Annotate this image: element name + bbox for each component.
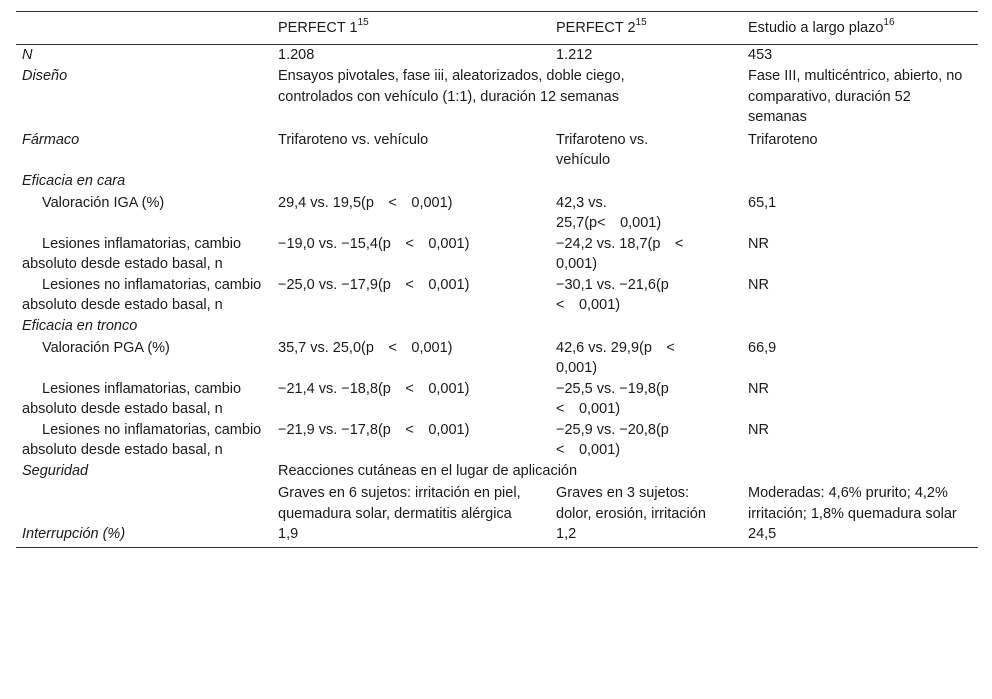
row-label: Lesiones inflamatorias, cambio absoluto desde estado basal, n xyxy=(22,235,242,272)
section-label: Eficacia en cara xyxy=(22,172,126,189)
comparison-table xyxy=(16,11,978,548)
cell: Trifaroteno xyxy=(748,131,818,148)
row-diseno xyxy=(16,66,978,130)
row-iga xyxy=(16,193,978,234)
header-perfect1: PERFECT $1^{15}$ xyxy=(272,12,550,45)
cell: Graves en 3 sujetos: dolor, erosión, irritación xyxy=(556,485,706,522)
cell: 1.212 xyxy=(556,46,593,63)
cell: Fase III, multicéntrico, abierto, no comparativo, duración 52 semanas xyxy=(748,68,963,125)
cell: NR xyxy=(748,380,769,397)
row-pga xyxy=(16,338,978,379)
cell: Moderadas: 4,6% prurito; 4,2% irritación; 1,8% quemadura solar xyxy=(748,485,957,522)
row-tronco-noinfl xyxy=(16,420,978,461)
cell: 29,4 vs. 19,5(p < 0,001) xyxy=(278,194,453,211)
row-label: Lesiones inflamatorias, cambio absoluto desde estado basal, n xyxy=(22,380,242,417)
header-perfect2: PERFECT $2^{15}$ xyxy=(550,12,742,45)
cell: Reacciones cutáneas en el lugar de aplicación xyxy=(278,462,578,479)
row-label: Seguridad xyxy=(22,462,89,479)
row-n xyxy=(16,44,978,66)
row-label: Diseño xyxy=(22,68,68,84)
row-tronco xyxy=(16,316,978,338)
cell: 1.208 xyxy=(278,46,315,63)
cell: NR xyxy=(748,276,769,293)
cell: −25,5 vs. −19,8(p < 0,001) xyxy=(556,380,684,417)
header-empty-cell xyxy=(16,12,272,45)
row-label: Interrupción (%) xyxy=(16,524,272,547)
cell: −25,0 vs. −17,9(p < 0,001) xyxy=(278,276,470,293)
row-seguridad xyxy=(16,461,978,484)
cell: NR xyxy=(748,421,769,438)
header-row xyxy=(16,12,978,45)
cell: 42,6 vs. 29,9(p < 0,001) xyxy=(556,339,690,376)
cell: Graves en 6 sujetos: irritación en piel, quemadura solar, dermatitis alérgica xyxy=(278,485,521,522)
header-long-term: Estudio a largo plazo$^{16}$ xyxy=(742,12,978,45)
cell: −25,9 vs. −20,8(p < 0,001) xyxy=(556,421,684,458)
row-tronco-infl xyxy=(16,379,978,420)
row-label: Valoración IGA (%) xyxy=(42,194,165,211)
cell: 24,5 xyxy=(742,524,978,547)
row-label: Lesiones no inflamatorias, cambio absoluto desde estado basal, n xyxy=(22,421,262,458)
cell: 1,9 xyxy=(272,524,550,547)
empty-cell xyxy=(16,483,272,524)
cell: 35,7 vs. 25,0(p < 0,001) xyxy=(278,339,453,356)
section-label: Eficacia en tronco xyxy=(22,317,138,334)
row-cara-infl xyxy=(16,234,978,275)
cell: 453 xyxy=(748,46,773,63)
cell: 66,9 xyxy=(748,339,777,356)
row-label: Lesiones no inflamatorias, cambio absoluto desde estado basal, n xyxy=(22,276,262,313)
row-interrupcion xyxy=(16,524,978,547)
row-label: N xyxy=(22,46,33,63)
row-cara-noinfl xyxy=(16,275,978,316)
row-cara xyxy=(16,171,978,193)
cell: −21,4 vs. −18,8(p < 0,001) xyxy=(278,380,470,397)
row-label: Valoración PGA (%) xyxy=(42,339,170,356)
row-farmaco xyxy=(16,130,978,171)
cell: 65,1 xyxy=(748,194,777,211)
cell: −30,1 vs. −21,6(p < 0,001) xyxy=(556,276,684,313)
cell: Ensayos pivotales, fase iii, aleatorizados, doble ciego, controlados con vehículo (1:1), duración 12 semanas xyxy=(278,68,625,105)
cell: 42,3 vs. 25,7(p< 0,001) xyxy=(556,194,662,231)
row-label: Fármaco xyxy=(22,131,80,148)
cell: 1,2 xyxy=(550,524,742,547)
row-seguridad-detalle xyxy=(16,483,978,524)
cell: Trifaroteno vs. vehículo xyxy=(278,131,429,148)
cell: Trifaroteno vs. vehículo xyxy=(556,131,649,168)
cell: −24,2 vs. 18,7(p < 0,001) xyxy=(556,235,698,272)
cell: NR xyxy=(748,235,769,252)
cell: −21,9 vs. −17,8(p < 0,001) xyxy=(278,421,470,438)
cell: −19,0 vs. −15,4(p < 0,001) xyxy=(278,235,470,252)
